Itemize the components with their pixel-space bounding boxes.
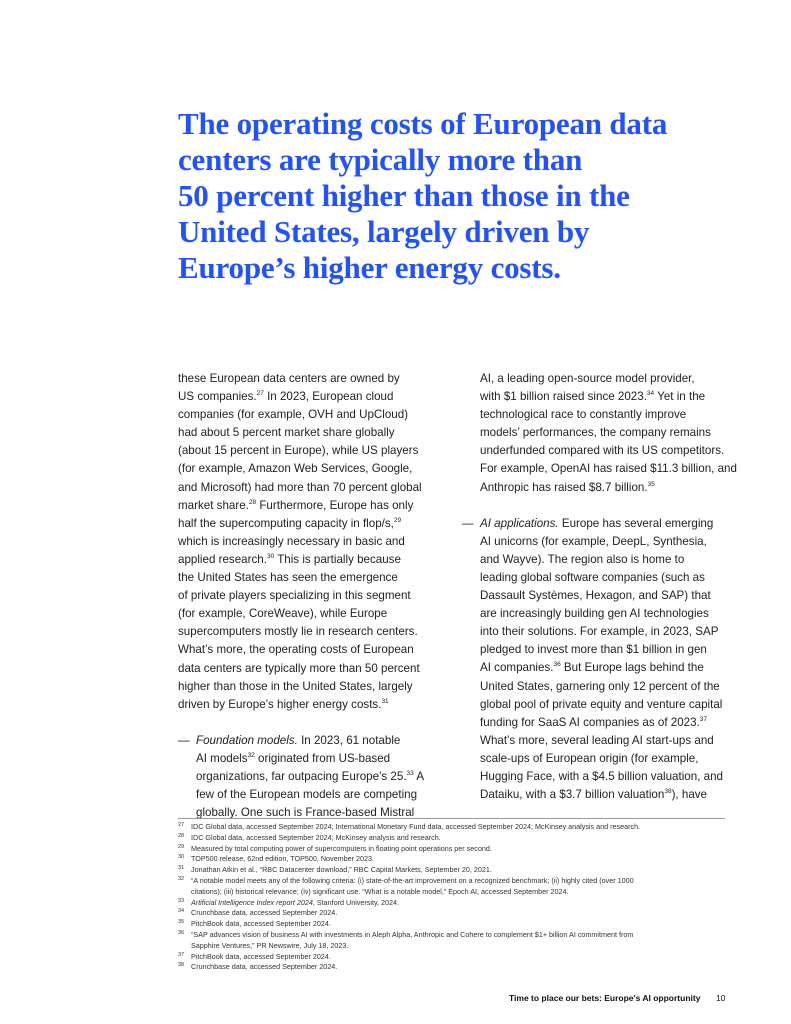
footnote: 29 Measured by total computing power of supercomputers in floating point operations per second. <box>178 843 492 853</box>
footnote-ref[interactable]: 29 <box>393 516 402 524</box>
pull-quote <box>178 106 738 286</box>
footnote-ref[interactable]: 32 <box>247 751 255 759</box>
footnote: 37 PitchBook data, accessed September 2024. <box>178 951 331 961</box>
footnote-divider <box>178 818 725 819</box>
footnote-ref[interactable]: 33 <box>406 769 414 777</box>
page-number: 10 <box>716 993 726 1003</box>
footnote: 31 Jonathan Atkin et al., “RBC Datacenter download,” RBC Capital Markets, September 20, 2021. <box>178 865 492 875</box>
body-column-left <box>178 370 450 822</box>
footnote: 35 PitchBook data, accessed September 2024. <box>178 919 331 929</box>
pull-quote-line: The operating costs of European data <box>178 106 668 141</box>
footnote-ref[interactable]: 38 <box>664 788 672 796</box>
footnote: 27 IDC Global data, accessed September 2024; International Monetary Fund data, accessed September 2024; McKinsey analysis and research. <box>178 822 641 831</box>
paragraph: AI, a leading open-source model provider, with $1 billion raised since 2023.34 Yet in the technological race to constantly improve models’ performances, the company remains underfunded compared with its US competitors. For example, OpenAI has raised $11.3 billion, and Anthropic has raised $8.7 billion.$^{35}$ <box>480 372 737 494</box>
dash-bullet: — <box>178 733 190 747</box>
footnote: 36 “SAP advances vision of business AI with investments in Aleph Alpha, Anthropic and Cohere to complement $1+ billion AI commitment from Sapphire Ventures,” PR Newswire, July 18, 2023. <box>178 929 634 950</box>
paragraph: these European data centers are owned by US companies.$^{27}$ In 2023, European cloud companies (for example, OVH and UpCloud) had about 5 percent market share globally (about 15 percent in Europe), while US players (for example, Amazon Web Services, Google, and Microsoft) had more than 70 percent global market share.$^{28}$ Furthermore, Europe has only half the supercomputing capacity in flop/s,$^{29}$ which is increasingly necessary in basic and applied research.$^{30}$ This is partially because the United States has seen the emergence of private players specializing in this segment (for example, CoreWeave), while Europe supercomputers mostly lie in research centers. What’s more, the operating costs of European data centers are typically more than 50 percent higher than those in the United States, largely driven by Europe’s higher energy costs.$^{31}$ <box>178 372 422 711</box>
footnote-ref[interactable]: 35 <box>647 480 655 488</box>
footnote-ref[interactable]: 28 <box>248 498 257 506</box>
footnote-ref[interactable]: 36 <box>553 661 561 669</box>
pull-quote-line: centers are typically more than <box>178 142 583 177</box>
dash-bullet: — <box>462 516 474 530</box>
bullet-lead: Foundation models. <box>196 733 298 747</box>
footnote-ref[interactable]: 27 <box>256 390 264 398</box>
body-column-right <box>462 370 737 804</box>
footer-report-title: Time to place our bets: Europe’s AI opportunity <box>509 993 701 1003</box>
pull-quote-line: United States, largely driven by <box>178 214 590 249</box>
footnote: 28 IDC Global data, accessed September 2024; McKinsey analysis and research. <box>178 832 441 842</box>
bullet-ai-applications: — AI applications. Europe has several emerging AI unicorns (for example, DeepL, Synthesia, and Wayve). The region also is home to leading global software companies (such as Dassault Systèmes, Hexagon, and SAP) that are increasingly building gen AI technologies into their solutions. For example, in 2023, SAP pledged to invest more than $1 billion in gen AI companies.$^{36}$ But Europe lags behind the United States, garnering only 12 percent of the global pool of private equity and venture capital funding for SaaS AI companies as of 2023.37 What’s more, several leading AI start-ups and scale-ups of European origin (for example, Hugging Face, with a $4.5 billion valuation, and Dataiku, with a $3.7 billion valuation$^{38}$), have <box>462 516 723 802</box>
bullet-foundation-models: — Foundation models. In 2023, 61 notable AI models$^{32}$ originated from US-based organizations, far outpacing Europe’s 25.33 A few of the European models are competing globally. One such is France-based Mistral <box>178 733 425 820</box>
bullet-lead: AI applications. <box>480 516 559 530</box>
footnote: 34 Crunchbase data, accessed September 2024. <box>178 908 338 918</box>
footnote: 33 Artificial Intelligence Index report 2024, Stanford University, 2024. <box>178 897 400 907</box>
footnote-ref[interactable]: 30 <box>266 552 275 560</box>
footnote-ref[interactable]: 34 <box>646 390 655 398</box>
footnote: 38 Crunchbase data, accessed September 2024. <box>178 962 338 972</box>
pull-quote-line: 50 percent higher than those in the <box>178 178 630 213</box>
pull-quote-line: Europe’s higher energy costs. <box>178 250 561 285</box>
footnote: 30 TOP500 release, 62nd edition, TOP500, November 2023. <box>178 854 374 864</box>
footnote: 32 “A notable model meets any of the following criteria: (i) state-of-the-art improvement on a recognized benchmark; (ii) highly cited (over 1000 citations); (iii) historical relevance; (iv) significant use. “What is a notable model,” Epoch AI, accessed September 2024. <box>178 875 634 896</box>
footnote-ref[interactable]: 31 <box>381 697 389 705</box>
footnotes <box>178 822 738 973</box>
footnote-ref[interactable]: 37 <box>699 715 708 723</box>
